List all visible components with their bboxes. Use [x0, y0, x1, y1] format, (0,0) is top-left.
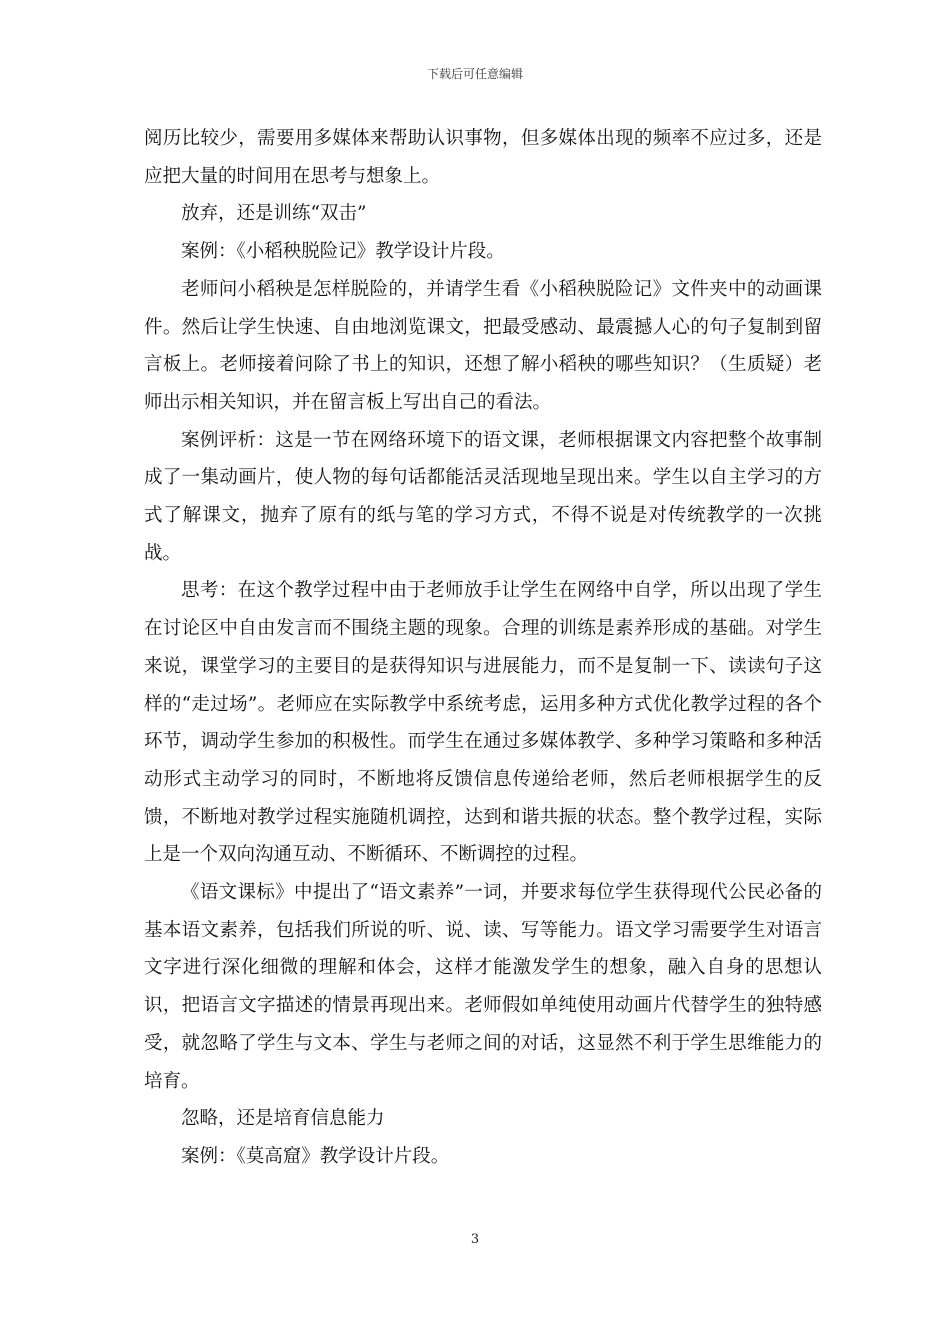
- document-body: [144, 120, 822, 1176]
- page-number: 3: [470, 1232, 480, 1247]
- paragraph-case-analysis: 案例评析：这是一节在网络环境下的语文课，老师根据课文内容把整个故事制成了一集动画片，使人物的每句话都能活灵活现地呈现出来。学生以自主学习的方式了解课文，抛弃了原有的纸与笔的学习方式，不得不说是对传统教学的一次挑战。: [144, 429, 822, 564]
- paragraph-reflection: 思考：在这个教学过程中由于老师放手让学生在网络中自学，所以出现了学生在讨论区中自由发言而不围绕主题的现象。合理的训练是素养形成的基础。对学生来说，课堂学习的主要目的是获得知识与进展能力，而不是复制一下、读读句子这样的“走过场”。老师应在实际教学中系统考虑，运用多种方式优化教学过程的各个环节，调动学生参加的积极性。而学生在通过多媒体教学、多种学习策略和多种活动形式主动学习的同时，不断地将反馈信息传递给老师，然后老师根据学生的反馈，不断地对教学过程实施随机调控，达到和谐共振的状态。整个教学过程，实际上是一个双向沟通互动、不断循环、不断调控的过程。: [144, 580, 822, 866]
- section-heading-information-ability: 忽略，还是培育信息能力: [181, 1108, 385, 1130]
- case-label-rice-seedling: 案例：《小稻秧脱险记》教学设计片段。: [181, 241, 505, 263]
- page-header: 下载后可任意编辑: [426, 67, 523, 81]
- section-heading-double-click: 放弃，还是训练“双击”: [181, 203, 367, 225]
- paragraph-curriculum-standard: 《语文课标》中提出了“语文素养”一词，并要求每位学生获得现代公民必备的基本语文素养，包括我们所说的听、说、读、写等能力。语文学习需要学生对语言文字进行深化细微的理解和体会，这样才能激发学生的想象，融入自身的思想认识，把语言文字描述的情景再现出来。老师假如单纯使用动画片代替学生的独特感受，就忽略了学生与文本、学生与老师之间的对话，这显然不利于学生思维能力的培育。: [144, 882, 822, 1092]
- paragraph-case-description: 老师问小稻秧是怎样脱险的，并请学生看《小稻秧脱险记》文件夹中的动画课件。然后让学生快速、自由地浏览课文，把最受感动、最震撼人心的句子复制到留言板上。老师接着问除了书上的知识，还想了解小稻秧的哪些知识？（生质疑）老师出示相关知识，并在留言板上写出自己的看法。: [144, 278, 822, 413]
- case-label-mogao-caves: 案例：《莫高窟》教学设计片段。: [181, 1145, 450, 1167]
- paragraph-continuation: 阅历比较少，需要用多媒体来帮助认识事物，但多媒体出现的频率不应过多，还是应把大量的时间用在思考与想象上。: [144, 128, 822, 187]
